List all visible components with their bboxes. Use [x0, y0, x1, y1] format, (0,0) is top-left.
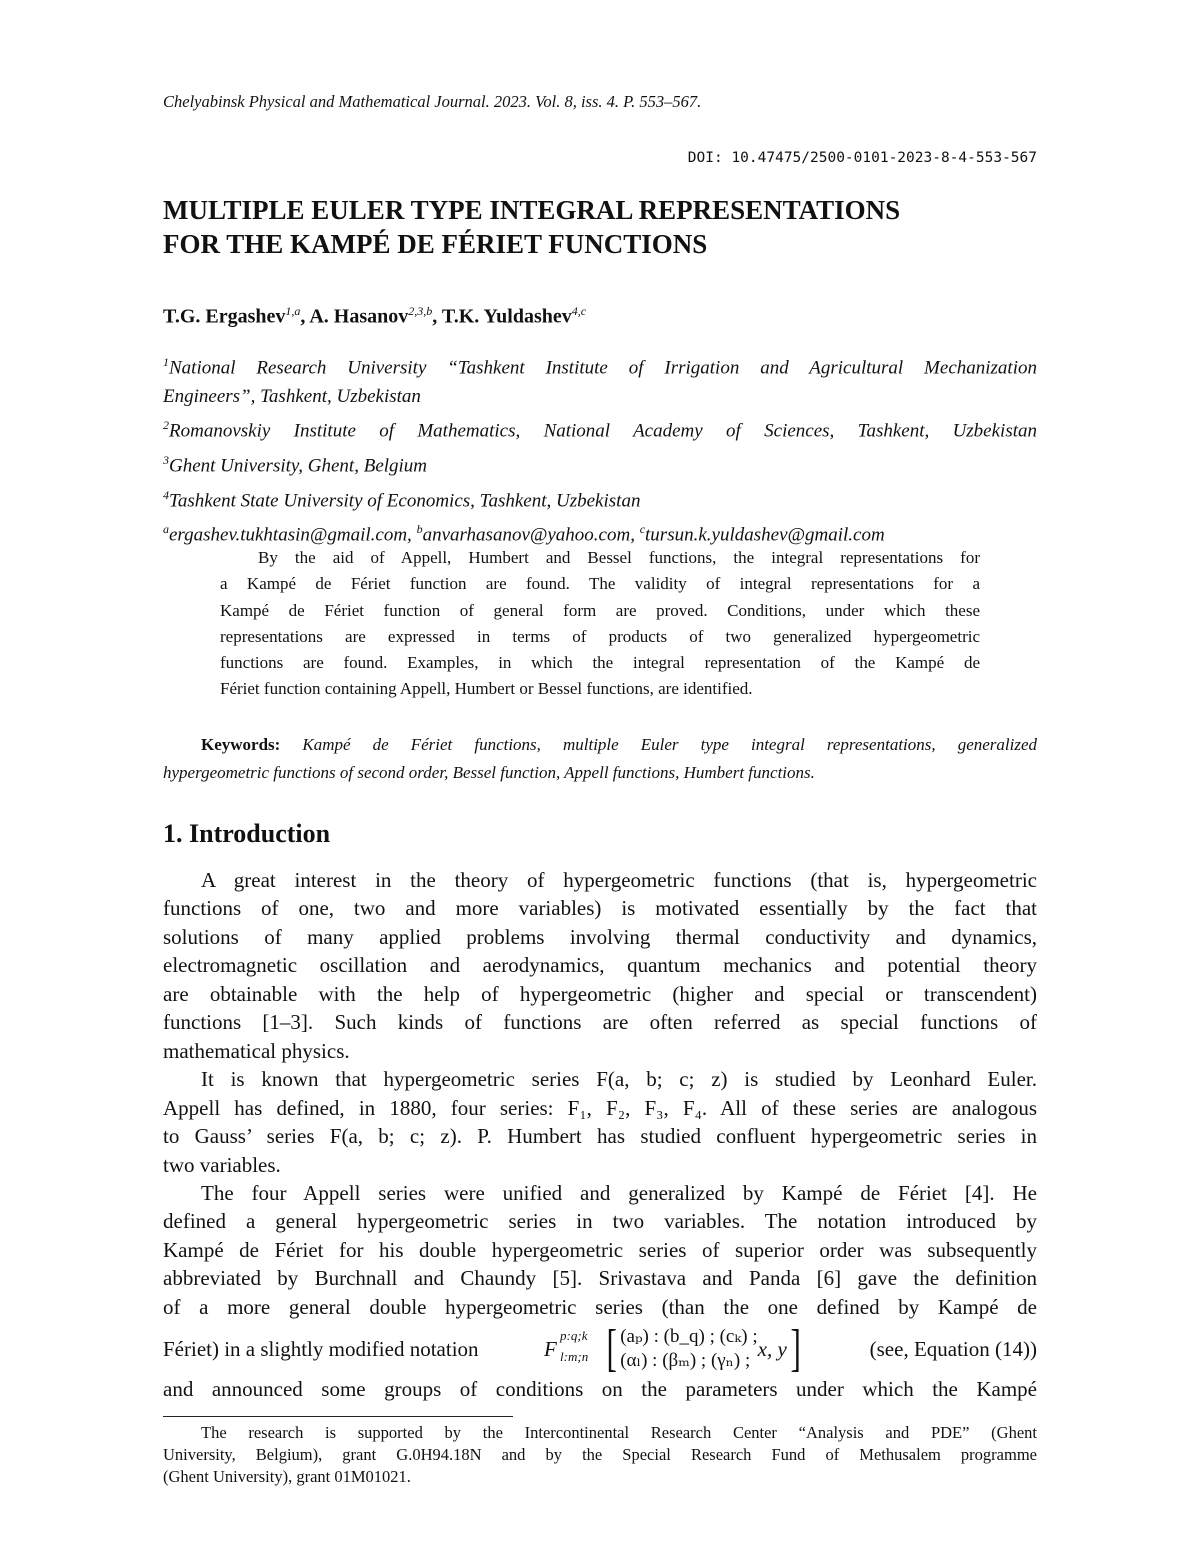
- author-affil: 4,c: [572, 304, 586, 318]
- keywords-label: Keywords:: [201, 735, 280, 754]
- intro-body: [163, 866, 1037, 1321]
- affil-text: Ghent University, Ghent, Belgium: [169, 455, 427, 476]
- footnote: [163, 1422, 1037, 1488]
- subscript: l:m;n: [560, 1349, 588, 1365]
- abstract-line: Fériet function containing Appell, Humbert or Bessel functions, are identified.: [220, 676, 980, 702]
- affil-number: 2: [163, 418, 169, 432]
- paragraph-line: two variables.: [163, 1151, 1037, 1179]
- paper-title: [163, 193, 1037, 261]
- email-mark: c: [640, 522, 645, 536]
- affiliation: [163, 481, 1037, 516]
- journal-header: Chelyabinsk Physical and Mathematical Journal. 2023. Vol. 8, iss. 4. P. 553–567.: [163, 92, 701, 112]
- paragraph-line: solutions of many applied problems involving thermal conductivity and dynamics,: [163, 923, 1037, 951]
- paragraph-line: Kampé de Fériet for his double hypergeometric series of superior order was subsequently: [163, 1236, 1037, 1264]
- footnote-line: University, Belgium), grant G.0H94.18N and by the Special Research Fund of Methusalem programme: [163, 1444, 1037, 1466]
- affiliation: [163, 411, 1037, 446]
- author-affil: 2,3,b: [408, 304, 432, 318]
- matrix-row: (αₗ) : (βₘ) ; (γₙ) ;: [620, 1349, 757, 1373]
- function-letter: F: [544, 1337, 557, 1361]
- matrix-row: (aₚ) : (b_q) ; (cₖ) ;: [620, 1325, 757, 1349]
- affiliation: [163, 348, 1037, 383]
- keywords: [163, 731, 1037, 787]
- keywords-text: hypergeometric functions of second order, Bessel function, Appell functions, Humbert functions.: [163, 763, 815, 782]
- formula-trail-text: (see, Equation (14)): [870, 1337, 1037, 1362]
- paragraph-line: functions of one, two and more variables) is motivated essentially by the fact that: [163, 894, 1037, 922]
- paragraph-line: A great interest in the theory of hypergeometric functions (that is, hypergeometric: [163, 866, 1037, 894]
- paragraph-line: to Gauss’ series F(a, b; c; z). P. Humbert has studied confluent hypergeometric series in: [163, 1122, 1037, 1150]
- paragraph-line: functions [1–3]. Such kinds of functions are often referred as special functions of: [163, 1008, 1037, 1036]
- paragraph-line: are obtainable with the help of hypergeometric (higher and special or transcendent): [163, 980, 1037, 1008]
- affiliations: [163, 348, 1037, 550]
- doi: DOI: 10.47475/2500-0101-2023-8-4-553-567: [688, 150, 1037, 166]
- title-line: FOR THE KAMPÉ DE FÉRIET FUNCTIONS: [163, 227, 1037, 261]
- author-name: A. Hasanov: [309, 306, 408, 328]
- affil-text: National Research University “Tashkent Institute of Irrigation and Agricultural Mechanization: [169, 357, 1037, 378]
- email[interactable]: tursun.k.yuldashev@gmail.com: [645, 525, 885, 546]
- authors: T.G. Ergashev1,a, A. Hasanov2,3,b, T.K. Yuldashev4,c: [163, 304, 586, 329]
- email-mark: b: [417, 522, 423, 536]
- parameter-matrix: [620, 1325, 757, 1373]
- abstract-line: representations are expressed in terms of products of two generalized hypergeometric: [220, 624, 980, 650]
- paragraph-line: mathematical physics.: [163, 1037, 1037, 1065]
- footnote-line: (Ghent University), grant 01M01021.: [163, 1466, 1037, 1488]
- abstract-line: By the aid of Appell, Humbert and Bessel functions, the integral representations for: [220, 545, 980, 571]
- intro-last-line: and announced some groups of conditions on the parameters under which the Kampé: [163, 1375, 1037, 1403]
- footnote-rule: [163, 1416, 513, 1417]
- paragraph-line: of a more general double hypergeometric series (than the one defined by Kampé de: [163, 1293, 1037, 1321]
- abstract: [220, 545, 980, 703]
- function-symbol: [544, 1337, 557, 1362]
- abstract-line: a Kampé de Fériet function are found. The validity of integral representations for a: [220, 571, 980, 597]
- paragraph-line: It is known that hypergeometric series F(a, b; c; z) is studied by Leonhard Euler.: [163, 1065, 1037, 1093]
- variables: x, y: [758, 1337, 787, 1362]
- footnote-line: The research is supported by the Intercontinental Research Center “Analysis and PDE” (Ghent: [163, 1422, 1037, 1444]
- superscript: p:q;k: [560, 1328, 587, 1344]
- section-heading: 1. Introduction: [163, 819, 330, 849]
- abstract-line: functions are found. Examples, in which the integral representation of the Kampé de: [220, 650, 980, 676]
- paragraph-line: abbreviated by Burchnall and Chaundy [5]. Srivastava and Panda [6] gave the definition: [163, 1264, 1037, 1292]
- email[interactable]: ergashev.tukhtasin@gmail.com,: [169, 525, 412, 546]
- paragraph-line: The four Appell series were unified and generalized by Kampé de Fériet [4]. He: [163, 1179, 1037, 1207]
- affil-text: Romanovskiy Institute of Mathematics, National Academy of Sciences, Tashkent, Uzbekistan: [169, 420, 1037, 441]
- formula-lead-text: Fériet) in a slightly modified notation: [163, 1337, 479, 1362]
- right-bracket: ]: [790, 1323, 800, 1375]
- email[interactable]: anvarhasanov@yahoo.com,: [423, 525, 635, 546]
- kampe-de-feriet-notation: [544, 1323, 804, 1375]
- affil-text: Tashkent State University of Economics, Tashkent, Uzbekistan: [169, 490, 640, 511]
- paragraph-line: electromagnetic oscillation and aerodynamics, quantum mechanics and potential theory: [163, 951, 1037, 979]
- abstract-line: Kampé de Fériet function of general form are proved. Conditions, under which these: [220, 598, 980, 624]
- author-name: T.G. Ergashev: [163, 306, 285, 328]
- affil-number: 1: [163, 355, 169, 369]
- affil-number: 4: [163, 488, 169, 502]
- email-mark: a: [163, 522, 169, 536]
- title-line: MULTIPLE EULER TYPE INTEGRAL REPRESENTATIONS: [163, 193, 1037, 227]
- paragraph-line: Appell has defined, in 1880, four series: F₁, F₂, F₃, F₄. All of these series are analogous: [163, 1094, 1037, 1122]
- affil-number: 3: [163, 453, 169, 467]
- keywords-text: Kampé de Fériet functions, multiple Euler type integral representations, generalized: [302, 735, 1037, 754]
- author-name: T.K. Yuldashev: [442, 306, 572, 328]
- affiliation: [163, 446, 1037, 481]
- affiliation-cont: Engineers”, Tashkent, Uzbekistan: [163, 383, 1037, 411]
- paragraph-line: defined a general hypergeometric series in two variables. The notation introduced by: [163, 1207, 1037, 1235]
- left-bracket: [: [606, 1323, 616, 1375]
- formula-line: [163, 1322, 1037, 1376]
- author-affil: 1,a: [285, 304, 300, 318]
